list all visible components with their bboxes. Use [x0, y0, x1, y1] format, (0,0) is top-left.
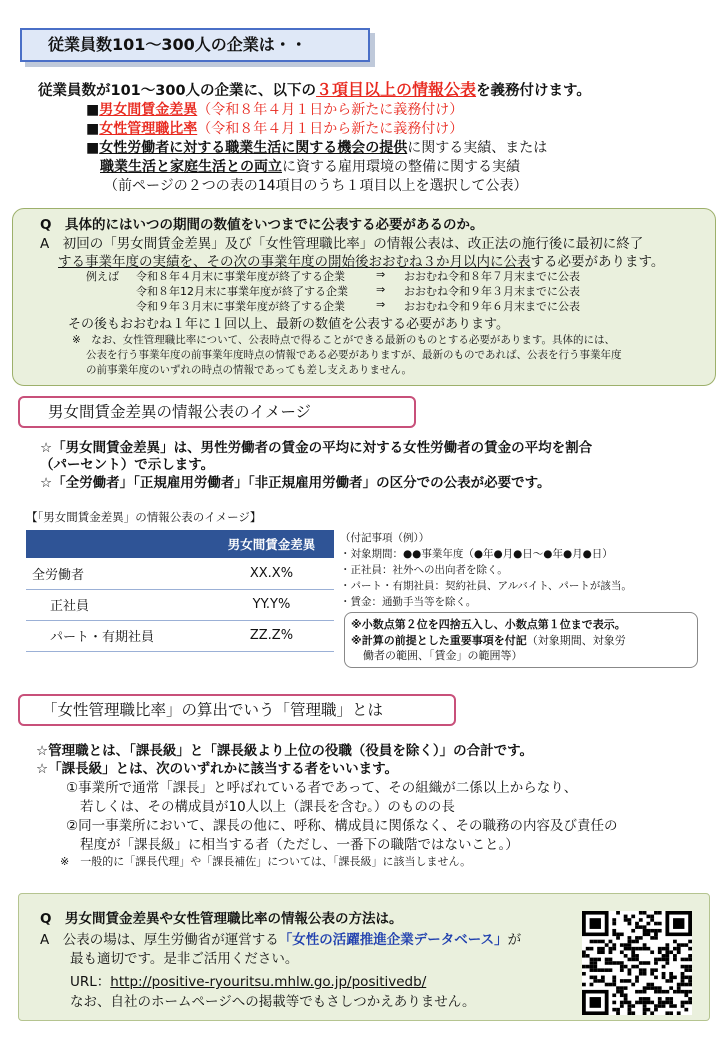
qa-method-answer-line2: 最も適切です。是非ご活用ください。 — [70, 951, 299, 967]
section2-title: 男女間賃金差異の情報公表のイメージ — [18, 396, 416, 428]
qa-method-answer-line1 — [40, 928, 521, 948]
bullet-note: （令和８年４月１日から新たに義務付け） — [197, 102, 464, 118]
answer-rest: する必要があります。 — [530, 254, 665, 270]
example-arrow: ⇒ — [376, 268, 386, 281]
section1-title: 従業員数101～300人の企業は・・ — [20, 28, 370, 62]
qa-method-question: Q 男女間賃金差異や女性管理職比率の情報公表の方法は。 — [40, 911, 403, 927]
example-period: 令和８年４月末に事業年度が終了する企業 — [136, 270, 345, 283]
qa-timing-answer-line2 — [58, 250, 664, 270]
manager-item2-line1: ②同一事業所において、課長の他に、呼称、構成員に関係なく、その職務の内容及び責任の — [66, 818, 618, 834]
intro-text-end: を義務付けます。 — [476, 83, 591, 99]
bullet-text: に資する雇用環境の整備に関する実績 — [282, 159, 520, 175]
table-header-row — [26, 530, 334, 558]
example-deadline: おおむね令和９年６月末までに公表 — [404, 300, 580, 313]
side-note-item: ・パート・有期社員：契約社員、アルバイト、パートが該当。 — [340, 580, 632, 592]
qa-timing-note-line1: ※ なお、女性管理職比率について、公表時点で得ることができる最新のものとする必要があります。具体的には、 — [72, 334, 616, 346]
section3-title: 「女性管理職比率」の算出でいう「管理職」とは — [18, 694, 456, 726]
database-name: 「女性の活躍推進企業データベース」 — [278, 932, 508, 948]
qa-timing-note-line2: 公表を行う事業年度の前事業年度時点の情報である必要がありますが、最新のものであれば、公表を行う事業年度 — [86, 349, 622, 361]
row-label: 全労働者 — [26, 558, 209, 589]
assumption-note-cont: 働者の範囲、「賃金」の範囲等） — [363, 649, 523, 662]
bullet-label: 男女間賃金差異 — [99, 102, 198, 118]
qa-timing-question: Q 具体的にはいつの期間の数値をいつまでに公表する必要があるのか。 — [40, 217, 484, 233]
bullet-balance — [100, 156, 520, 176]
answer-text-end: が — [507, 932, 522, 948]
example-arrow: ⇒ — [376, 283, 386, 296]
example-lead: 例えば — [86, 270, 119, 283]
rounding-note-box — [344, 612, 698, 668]
intro-text: 従業員数が101～300人の企業に、以下の — [38, 83, 317, 99]
bullet-label: 女性労働者に対する職業生活に関する機会の提供 — [99, 140, 408, 156]
bullet-mark: ■ — [86, 102, 100, 118]
answer-underlined: する事業年度の実績を、その次の事業年度の開始後おおむね３か月以内に公表 — [58, 254, 531, 270]
row-value: ZZ.Z% — [209, 620, 334, 651]
example-period: 令和９年３月末に事業年度が終了する企業 — [136, 300, 345, 313]
side-note-item: ・正社員：社外への出向者を除く。 — [340, 564, 508, 576]
example-deadline: おおむね令和９年３月末までに公表 — [404, 285, 580, 298]
section3-star1: ☆管理職とは、「課長級」と「課長級より上位の役職（役員を除く）」の合計です。 — [36, 743, 534, 759]
section1-intro — [38, 77, 591, 100]
intro-highlight: ３項目以上の情報公表 — [316, 80, 477, 99]
bullet-text: に関する実績、または — [407, 140, 548, 156]
url-line — [70, 970, 426, 990]
assumption-bold: ※計算の前提とした重要事項を付記 — [351, 633, 527, 647]
qa-method-answer-line3: なお、自社のホームページへの掲載等でもさしつかえありません。 — [70, 994, 476, 1010]
side-note-item: ・賃金：通勤手当等を除く。 — [340, 596, 477, 608]
example-period: 令和８年12月末に事業年度が終了する企業 — [136, 285, 348, 298]
manager-item1-line2: 若しくは、その構成員が10人以上（課長を含む。）のものの長 — [80, 799, 455, 815]
url-label: URL： — [70, 974, 111, 990]
section3-star2: ☆「課長級」とは、次のいずれかに該当する者をいいます。 — [36, 761, 399, 777]
side-note-item: ・対象期間：●●事業年度（●年●月●日～●年●月●日） — [340, 548, 613, 560]
bullet-mark: ■ — [86, 140, 100, 156]
bullet-selection-note: （前ページの２つの表の14項目のうち１項目以上を選択して公表） — [104, 178, 528, 194]
qa-timing-answer-line1: A 初回の「男女間賃金差異」及び「女性管理職比率」の情報公表は、改正法の施行後に最初に終了 — [40, 236, 644, 252]
table-header-blank — [26, 530, 209, 558]
bullet-label: 女性管理職比率 — [99, 121, 198, 137]
row-value: XX.X% — [209, 558, 334, 589]
manager-item1-line1: ①事業所で通常「課長」と呼ばれている者であって、その組織が二係以上からなり、 — [66, 780, 578, 796]
image-caption: 【「男女間賃金差異」の情報公表のイメージ】 — [26, 510, 262, 524]
bullet-mark: ■ — [86, 121, 100, 137]
row-label: 正社員 — [26, 589, 209, 620]
table-header-wage-gap: 男女間賃金差異 — [209, 530, 334, 558]
row-value: YY.Y% — [209, 589, 334, 620]
database-url-link[interactable]: http://positive-ryouritsu.mhlw.go.jp/positivedb/ — [110, 974, 427, 990]
bullet-opportunity — [86, 137, 547, 157]
qr-code-graphic — [582, 911, 692, 1015]
section2-star2: ☆「全労働者」「正規雇用労働者」「非正規雇用労働者」の区分での公表が必要です。 — [40, 475, 551, 491]
bullet-female-manager-ratio — [86, 118, 463, 138]
table-row — [26, 620, 334, 651]
section2-star1-line1: ☆「男女間賃金差異」は、男性労働者の賃金の平均に対する女性労働者の賃金の平均を割合 — [40, 440, 593, 456]
bullet-wage-gap — [86, 99, 463, 119]
answer-text: A 公表の場は、厚生労働省が運営する — [40, 932, 279, 948]
qa-timing-after: その後もおおむね１年に１回以上、最新の数値を公表する必要があります。 — [68, 317, 509, 332]
qa-timing-note-line3: の前事業年度のいずれの時点の情報であっても差し支えありません。 — [86, 364, 413, 376]
example-deadline: おおむね令和８年７月末までに公表 — [404, 270, 580, 283]
assumption-note — [351, 633, 691, 649]
row-label: パート・有期社員 — [26, 620, 209, 651]
example-row — [86, 268, 119, 284]
side-notes — [340, 530, 632, 610]
rounding-note: ※小数点第２位を四捨五入し、小数点第１位まで表示。 — [351, 618, 626, 631]
section2-star1-line2: （パーセント）で示します。 — [40, 457, 215, 473]
bullet-label: 職業生活と家庭生活との両立 — [100, 159, 282, 175]
wage-gap-table — [26, 530, 334, 652]
side-note-title: （付記事項（例）） — [340, 532, 430, 544]
qr-code-icon — [582, 911, 692, 1015]
manager-item2-line2: 程度が「課長級」に相当する者（ただし、一番下の職階ではないこと。） — [80, 837, 519, 853]
table-row — [26, 589, 334, 620]
table-row — [26, 558, 334, 589]
manager-note: ※ 一般的に「課長代理」や「課長補佐」については、「課長級」に該当しません。 — [60, 855, 472, 868]
bullet-note: （令和８年４月１日から新たに義務付け） — [197, 121, 464, 137]
assumption-rest: （対象期間、対象労 — [526, 633, 626, 647]
example-arrow: ⇒ — [376, 298, 386, 311]
